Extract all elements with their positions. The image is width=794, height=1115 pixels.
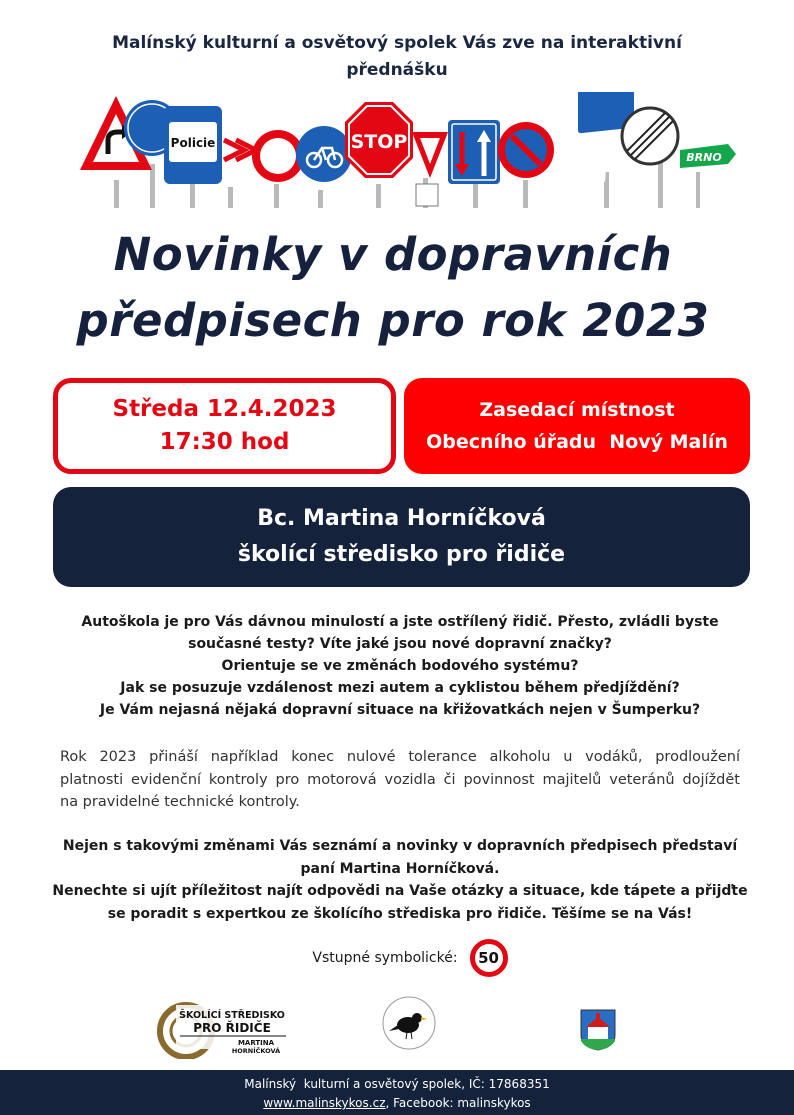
date-time-box xyxy=(53,378,396,474)
venue-line-2: Obecního úřadu Nový Malín xyxy=(426,431,728,453)
entry-fee-amount: 50 xyxy=(478,949,499,967)
yield-sign xyxy=(412,132,448,178)
venue-box xyxy=(404,378,750,474)
event-title xyxy=(0,222,786,354)
website-link[interactable]: www.malinskykos.cz xyxy=(263,1096,386,1110)
svg-text:Policie: Policie xyxy=(170,136,216,150)
question-line: Orientuje se ve změnách bodového systému? xyxy=(221,658,579,674)
end-of-restrictions-sign xyxy=(622,108,678,164)
chevron-sign xyxy=(224,140,256,160)
two-way-priority-sign xyxy=(448,120,500,184)
driving-school-logo xyxy=(156,1001,290,1059)
event-time: 17:30 hod xyxy=(159,429,290,455)
traffic-signs-illustration xyxy=(78,92,740,208)
title-line-1: Novinky v dopravních xyxy=(113,228,673,281)
svg-text:HORNÍČKOVÁ: HORNÍČKOVÁ xyxy=(231,1047,281,1055)
footer-organization: Malínský kulturní a osvětový spolek, IČ: 17868351 xyxy=(244,1077,550,1091)
svg-text:ŠKOLÍCÍ STŘEDISKO: ŠKOLÍCÍ STŘEDISKO xyxy=(179,1010,285,1021)
paragraph-line: na pravidelné technické kontroly. xyxy=(60,794,300,810)
no-parking-sign xyxy=(498,122,554,178)
entry-fee xyxy=(0,939,794,977)
questions-block xyxy=(40,611,760,721)
footer xyxy=(0,1070,794,1115)
entry-fee-speed-sign-icon xyxy=(470,939,508,977)
paragraph-line: platnosti evidenční kontroly pro motorová vozidla či povinnost majitelů veteránů dojíždět xyxy=(60,771,740,788)
question-line: Je Vám nejasná nějaká dopravní situace na křižovatkách nejen v Šumperku? xyxy=(99,702,701,718)
municipal-coat-of-arms-icon xyxy=(580,1009,616,1051)
closing-block xyxy=(30,835,770,925)
event-date: Středa 12.4.2023 xyxy=(112,396,337,422)
invitation-header xyxy=(0,30,794,84)
footer-contacts xyxy=(0,1094,794,1113)
closing-line: paní Martina Horníčková. xyxy=(300,860,500,877)
paragraph-line: Rok 2023 přináší například konec nulové tolerance alkoholu u vodáků, prodloužení xyxy=(60,749,740,765)
changes-paragraph xyxy=(60,746,740,814)
svg-text:BRNO: BRNO xyxy=(686,151,722,164)
question-line: Jak se posuzuje vzdálenost mezi autem a cyklistou během předjíždění? xyxy=(120,680,680,696)
blackbird-society-logo xyxy=(381,995,437,1051)
speaker-box xyxy=(53,487,750,587)
venue-line-1: Zasedací místnost xyxy=(479,399,675,421)
invitation-line-2: přednášku xyxy=(346,60,448,80)
stop-sign xyxy=(345,102,413,178)
closing-line: Nenechte si ujít příležitost najít odpovědi na Vaše otázky a situace, kde tápete a přijďte xyxy=(52,883,748,899)
svg-text:PRO ŘIDIČE: PRO ŘIDIČE xyxy=(193,1021,271,1035)
speaker-role: školící středisko pro řidiče xyxy=(237,542,566,567)
partner-logos xyxy=(0,995,794,1065)
closing-line: Nejen s takovými změnami Vás seznámí a novinky v dopravních předpisech představí xyxy=(62,838,738,854)
bicycle-sign xyxy=(296,126,352,182)
svg-text:STOP: STOP xyxy=(350,131,408,153)
police-sign xyxy=(164,106,222,184)
question-line: Autoškola je pro Vás dávnou minulostí a jste ostřílený řidič. Přesto, zvládli byste xyxy=(81,614,719,630)
closing-line: se poradit s expertkou ze školícího střediska pro řidiče. Těšíme se na Vás! xyxy=(107,905,693,922)
city-direction-sign xyxy=(680,144,736,168)
question-line: současné testy? Víte jaké jsou nové dopravní značky? xyxy=(188,636,612,652)
invitation-line-1: Malínský kulturní a osvětový spolek Vás zve na interaktivní xyxy=(112,33,682,53)
svg-text:MARTINA: MARTINA xyxy=(237,1039,275,1047)
facebook-text: , Facebook: malinskykos xyxy=(385,1096,531,1110)
entry-fee-label: Vstupné symbolické: xyxy=(312,950,458,966)
speaker-name: Bc. Martina Horníčková xyxy=(257,506,546,531)
title-line-2: předpisech pro rok 2023 xyxy=(76,294,710,347)
